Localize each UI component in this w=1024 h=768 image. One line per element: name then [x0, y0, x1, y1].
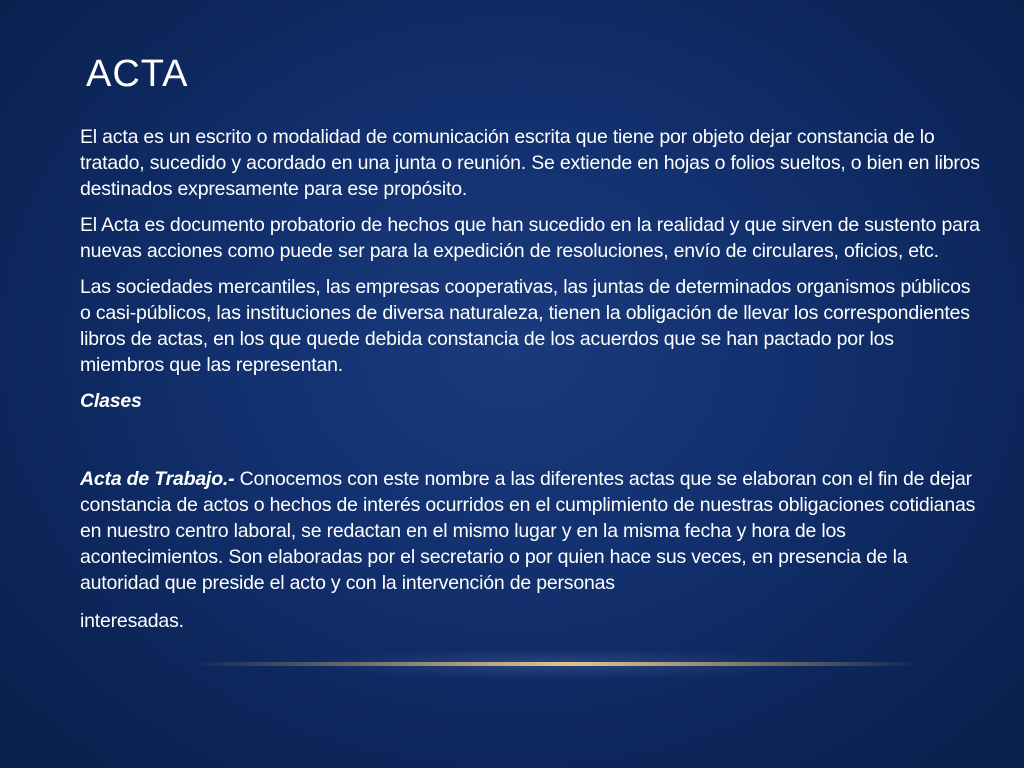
slide-title: ACTA	[86, 53, 189, 95]
clases-heading: Clases	[80, 390, 142, 412]
paragraph-definition: El acta es un escrito o modalidad de comunicación escrita que tiene por objeto dejar constancia de lo tratado, sucedido y acordado en una junta o reunión. Se extiende en hojas o folios sueltos, o bien en libros destinados expresamente para ese propósito.	[80, 126, 980, 200]
paragraph-acta-trabajo	[80, 466, 980, 596]
slide-content	[80, 124, 980, 644]
acta-trabajo-term: Acta de Trabajo.-	[80, 468, 235, 490]
paragraph-sociedades: Las sociedades mercantiles, las empresas cooperativas, las juntas de determinados organismos públicos o casi-públicos, las instituciones de diversa naturaleza, tienen la obligación de llevar los correspondientes libros de actas, en los que quede debida constancia de los acuerdos que se han pactado por los miembros que las representan.	[80, 276, 971, 376]
acta-trabajo-text: Conocemos con este nombre a las diferentes actas que se elaboran con el fin de dejar constancia de actos o hechos de interés ocurridos en el cumplimiento de nuestras obligaciones cotidianas en nuestro centro laboral, se redactan en el mismo lugar y en la misma fecha y hora de los acontecimientos. Son elaboradas por el secretario o por quien hace sus veces, en presencia de la autoridad que preside el acto y con la intervención de personas	[80, 468, 976, 594]
paragraph-probatorio: El Acta es documento probatorio de hechos que han sucedido en la realidad y que sirven de sustento para nuevas acciones como puede ser para la expedición de resoluciones, envío de circulares, oficios, etc.	[80, 214, 980, 262]
acta-trabajo-last-line: interesadas.	[80, 610, 184, 632]
decorative-divider-line	[190, 662, 920, 666]
